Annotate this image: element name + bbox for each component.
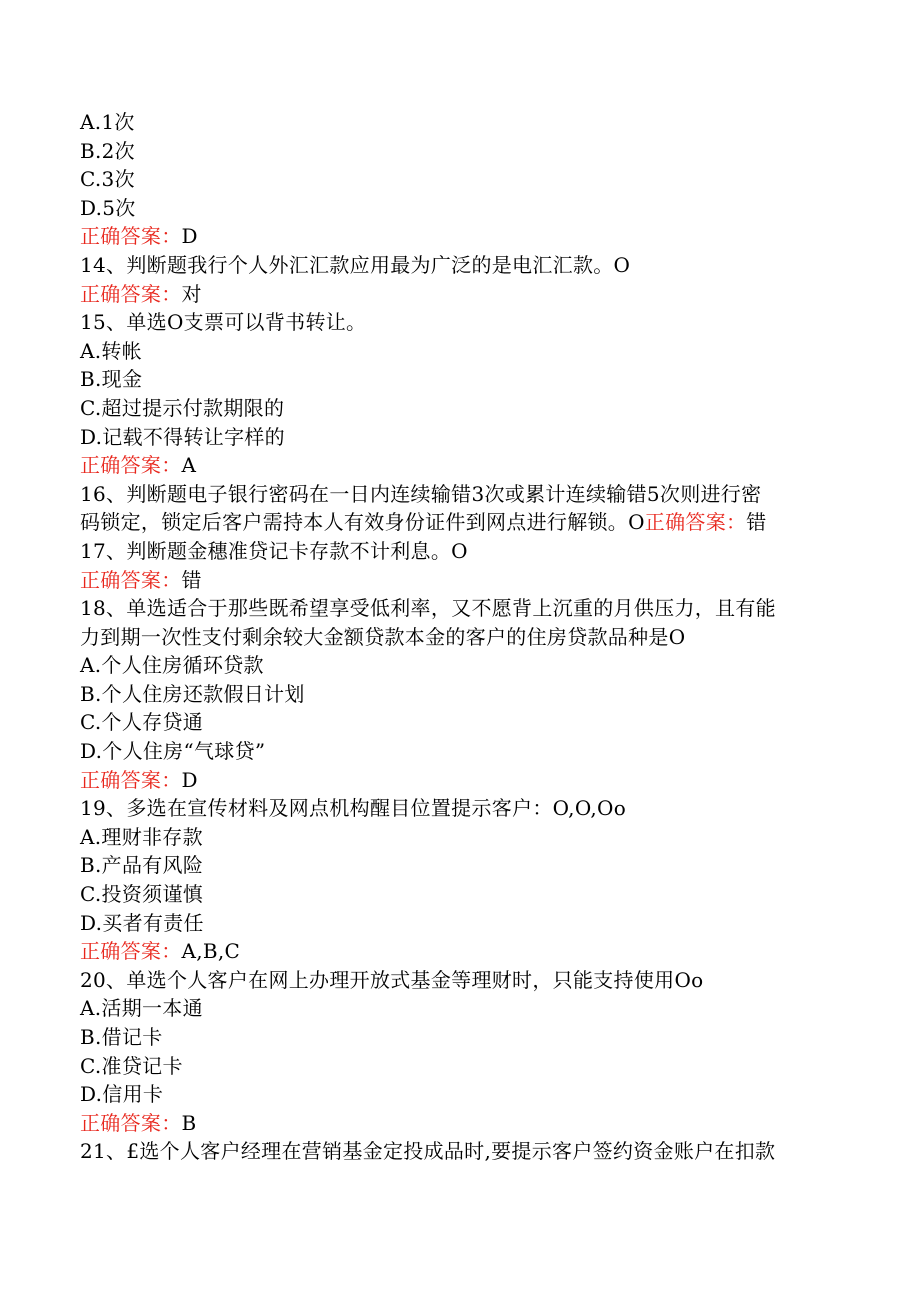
text-line: D.信用卡 <box>80 1082 164 1107</box>
text-line: 20、单选个人客户在网上办理开放式基金等理财时，只能支持使用Oo <box>80 967 704 992</box>
answer-label: 正确答案： <box>80 281 182 306</box>
answer-label: 正确答案： <box>644 510 747 535</box>
answer-line <box>80 566 840 595</box>
answer-label: 正确答案： <box>80 767 182 792</box>
text-line: C.个人存贷通 <box>80 710 204 735</box>
answer-line <box>80 451 840 480</box>
text-line: D.5次 <box>80 195 136 220</box>
text-line: 16、判断题电子银行密码在一日内连续输错3次或累计连续输错5次则进行密 <box>80 481 762 506</box>
text-line: D.买者有责任 <box>80 910 204 935</box>
question-text: 码锁定，锁定后客户需持本人有效身份证件到网点进行解锁。O <box>80 510 645 535</box>
answer-value: 错 <box>746 510 767 535</box>
text-line: B.2次 <box>80 138 135 163</box>
answer-value: D <box>181 224 198 249</box>
text-line: A.活期一本通 <box>80 996 203 1021</box>
answer-line <box>80 1109 840 1138</box>
text-line: 17、判断题金穗准贷记卡存款不计利息。O <box>80 538 468 563</box>
answer-value: A,B,C <box>181 939 241 964</box>
text-line: C.投资须谨慎 <box>80 882 204 907</box>
text-line: C.超过提示付款期限的 <box>80 395 285 420</box>
answer-value: 对 <box>181 281 202 306</box>
answer-value: D <box>181 767 198 792</box>
answer-label: 正确答案： <box>80 567 182 592</box>
text-line: B.产品有风险 <box>80 853 204 878</box>
text-line: B.借记卡 <box>80 1025 163 1049</box>
text-line: D.个人住房“气球贷” <box>80 739 266 764</box>
text-line: 力到期一次性支付剩余较大金额贷款本金的客户的住房贷款品种是O <box>80 624 686 649</box>
question-answer-line <box>80 508 840 537</box>
answer-label: 正确答案： <box>80 453 182 478</box>
text-line: 15、单选O支票可以背书转让。 <box>80 310 367 335</box>
answer-line <box>80 222 840 251</box>
text-line: 14、判断题我行个人外汇汇款应用最为广泛的是电汇汇款。O <box>80 252 631 277</box>
text-line: A.转帐 <box>80 338 143 363</box>
answer-value: A <box>181 453 197 478</box>
answer-label: 正确答案： <box>80 1110 182 1135</box>
text-line: D.记载不得转让字样的 <box>80 424 285 449</box>
text-line: A.个人住房循环贷款 <box>80 653 264 678</box>
answer-line <box>80 937 840 966</box>
answer-label: 正确答案： <box>80 224 182 249</box>
text-line: C.准贷记卡 <box>80 1053 183 1078</box>
text-line: A.1次 <box>80 110 135 134</box>
text-line: 18、单选适合于那些既希望享受低利率，又不愿背上沉重的月供压力，且有能 <box>80 596 776 621</box>
document-body <box>80 108 840 1166</box>
answer-line <box>80 766 840 795</box>
text-line: A.理财非存款 <box>80 824 203 849</box>
text-line: 21、£选个人客户经理在营销基金定投成品时,要提示客户签约资金账户在扣款 <box>80 1139 776 1164</box>
answer-value: B <box>181 1110 197 1135</box>
answer-value: 错 <box>181 567 202 592</box>
text-line: 19、多选在宣传材料及网点机构醒目位置提示客户：O,O,Oo <box>80 796 627 821</box>
text-line: C.3次 <box>80 167 135 192</box>
answer-label: 正确答案： <box>80 939 182 964</box>
answer-line <box>80 280 840 309</box>
text-line: B.现金 <box>80 367 143 392</box>
text-line: B.个人住房还款假日计划 <box>80 681 305 706</box>
